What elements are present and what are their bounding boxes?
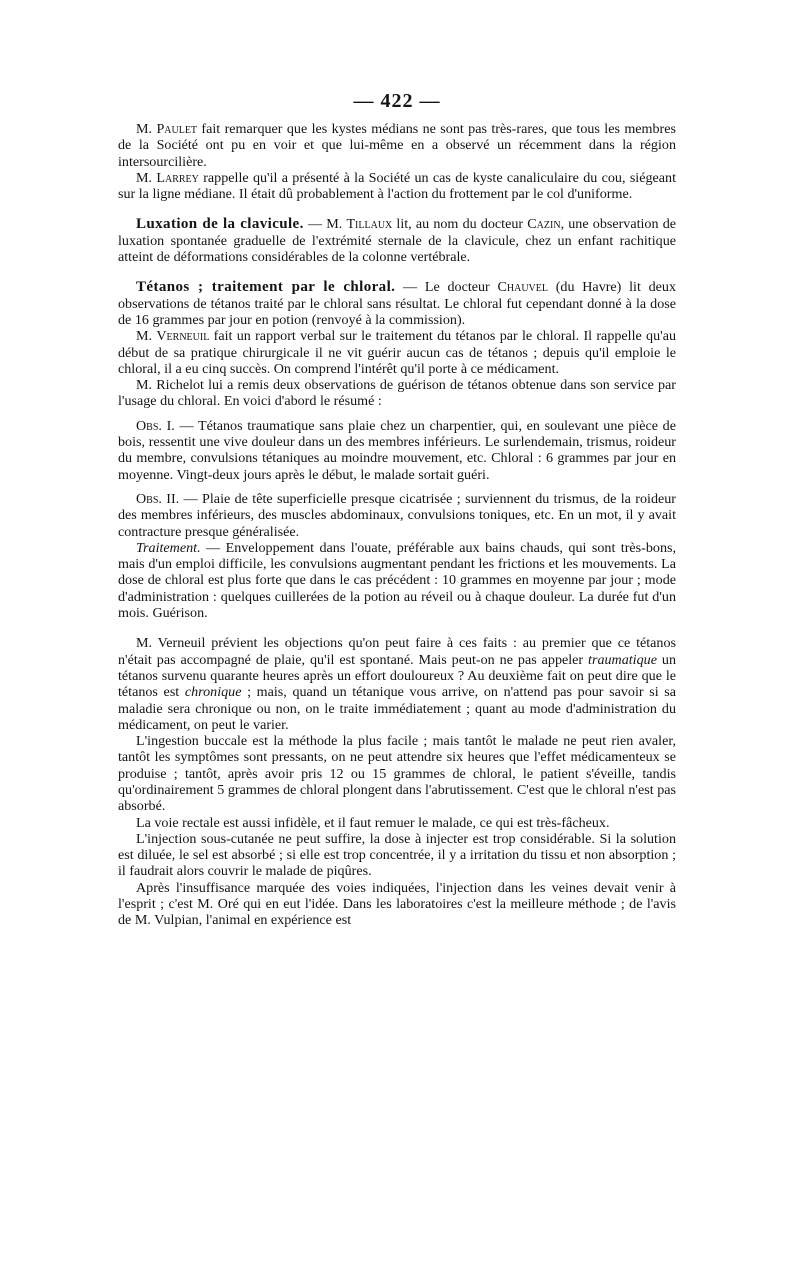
text-run: La voie rectale est aussi infidèle, et il faut remuer le malade, ce qui est très-fâcheux. bbox=[136, 814, 610, 831]
name-small-caps: Larrey bbox=[156, 169, 199, 186]
name-small-caps: Cazin bbox=[527, 216, 561, 233]
text-run: — Enveloppement dans l'ouate, préférable aux bains chauds, qui sont très-bons, mais d'un emploi difficile, les convulsions augmentant pendant les frictions et les mouvements. La dose de chloral est plus forte que dans le cas précédent : 10 grammes en moyenne par jour ; mode d'administration : quelques cuillerées de la potion au réveil ou à chaque douleur. La durée fut d'un mois. Guérison. bbox=[118, 539, 676, 622]
text-run: M. bbox=[136, 121, 157, 137]
text-run: M. Verneuil prévient les objections qu'on peut faire à ces faits : au premier que ce tétanos n'était pas accompagné de plaie, qu'il est spontané. Mais peut-on ne pas appeler bbox=[118, 635, 676, 668]
paragraph-spacer bbox=[118, 483, 676, 491]
text-run: L'ingestion buccale est la méthode la plus facile ; mais tantôt le malade ne peut rien avaler, tantôt les symptômes sont pressants, on ne peut attendre six heures que l'effet médicamenteux se produise ; tantôt, après avoir pris 12 ou 15 grammes de chloral, le patient s'éveille, tandis qu'ordinairement 5 grammes de chloral plongent dans l'abrutissement. C'est que le chloral n'est pas absorbé. bbox=[118, 733, 676, 815]
section-heading: Luxation de la clavicule. bbox=[136, 216, 304, 233]
paragraph-p11 bbox=[118, 733, 676, 814]
paragraph-p12 bbox=[118, 815, 676, 831]
text-run: M. bbox=[136, 328, 157, 345]
name-small-caps: Obs. bbox=[136, 417, 162, 434]
page-number: — 422 — bbox=[353, 90, 441, 112]
name-small-caps: Tillaux bbox=[346, 216, 393, 233]
text-run: , une observation de luxation spontanée graduelle de l'extrémité sternale de la clavicule, chez un enfant rachitique atteint de déformations considérables de la colonne vertébrale. bbox=[118, 216, 676, 266]
paragraph-spacer bbox=[118, 202, 676, 216]
italic-text: chronique bbox=[184, 684, 242, 701]
italic-text: Traitement. bbox=[136, 539, 201, 556]
name-small-caps: Obs. bbox=[136, 490, 162, 507]
text-run: Après l'insuffisance marquée des voies indiquées, l'injection dans les veines devait venir à l'esprit ; c'est M. Oré qui en eut l'idée. Dans les laboratoires c'est la meilleure méthode ; de l'avis de M. Vulpian, l'animal en expérience est bbox=[118, 879, 676, 929]
text-run: — Le docteur bbox=[395, 279, 498, 296]
name-small-caps: Chauvel bbox=[497, 279, 548, 296]
text-run: I. — Tétanos traumatique sans plaie chez un charpentier, qui, en soulevant une pièce de bois, ressentit une vive douleur dans un des membres inférieurs. Le surlendemain, trismus, roideur du membre, convulsions tétaniques au moindre mouvement, etc. Chloral : 6 grammes par jour en moyenne. Vingt-deux jours après le début, le malade sortait guéri. bbox=[118, 417, 676, 483]
text-run: fait remarquer que les kystes médians ne sont pas très-rares, que tous les membres de la Société ont pu en voir et que lui-même en a observé un récemment dans la région intersourcilière. bbox=[118, 121, 676, 170]
paragraph-p8 bbox=[118, 491, 676, 540]
paragraph-spacer bbox=[118, 621, 676, 635]
paragraph-p7 bbox=[118, 418, 676, 483]
text-run: un tétanos survenu quarante heures après un effort douloureux ? Au deuxième fait on peut dire que le tétanos est bbox=[118, 651, 676, 701]
paragraph-p9 bbox=[118, 540, 676, 621]
section-heading: Tétanos ; traitement par le chloral. bbox=[136, 279, 396, 296]
text-run: (du Havre) lit deux observations de tétanos traité par le chloral sans résultat. Le chloral fut cependant donné à la dose de 16 grammes par jour en potion (renvoyé à la commission). bbox=[118, 279, 676, 328]
paragraph-p2 bbox=[118, 170, 676, 203]
text-run: — M. bbox=[303, 216, 347, 233]
document-body bbox=[118, 121, 676, 929]
paragraph-p13 bbox=[118, 831, 676, 880]
text-run: lit, au nom du docteur bbox=[392, 216, 528, 233]
paragraph-p3 bbox=[118, 216, 676, 265]
italic-text: traumatique bbox=[588, 651, 657, 668]
name-small-caps: Paulet bbox=[156, 121, 198, 137]
text-run: fait un rapport verbal sur le traitement du tétanos par le chloral. Il rappelle qu'au début de sa pratique chirurgicale il ne vit guérir aucun cas de tétanos ; depuis qu'il emploie le chloral, il a eu cinq succès. On comprend l'intérêt qu'il porte à ce médicament. bbox=[118, 328, 676, 377]
paragraph-p5 bbox=[118, 328, 676, 377]
name-small-caps: Verneuil bbox=[156, 328, 210, 345]
paragraph-spacer bbox=[118, 410, 676, 418]
text-run: M. bbox=[136, 169, 157, 186]
paragraph-p6 bbox=[118, 377, 676, 410]
document-page bbox=[118, 90, 676, 929]
paragraph-p10 bbox=[118, 635, 676, 733]
text-run: L'injection sous-cutanée ne peut suffire, la dose à injecter est trop considérable. Si la solution est diluée, le sel est absorbé ; si elle est trop concentrée, il y a irritation du tissu et non absorption ; il faudrait alors couvrir le malade de piqûres. bbox=[118, 830, 676, 880]
text-run: ; mais, quand un tétanique vous arrive, on n'attend pas pour savoir si sa maladie sera chronique ou non, on le traite immédiatement ; quant au mode d'administration du médicament, on peut le varier. bbox=[118, 684, 676, 733]
text-run: rappelle qu'il a présenté à la Société un cas de kyste canaliculaire du cou, siégeant sur la ligne médiane. Il était dû probablement à l'action du frottement par le col d'uniforme. bbox=[118, 169, 676, 203]
paragraph-p14 bbox=[118, 880, 676, 929]
text-run: II. — Plaie de tête superficielle presque cicatrisée ; surviennent du trismus, de la roideur des membres inférieurs, des muscles abdominaux, convulsions toniques, etc. En un mot, il y avait contracture presque généralisée. bbox=[118, 490, 676, 540]
text-run: M. Richelot lui a remis deux observations de guérison de tétanos obtenue dans son service par l'usage du chloral. En voici d'abord le résumé : bbox=[118, 377, 676, 410]
paragraph-spacer bbox=[118, 265, 676, 279]
paragraph-p1 bbox=[118, 121, 676, 170]
paragraph-p4 bbox=[118, 279, 676, 328]
